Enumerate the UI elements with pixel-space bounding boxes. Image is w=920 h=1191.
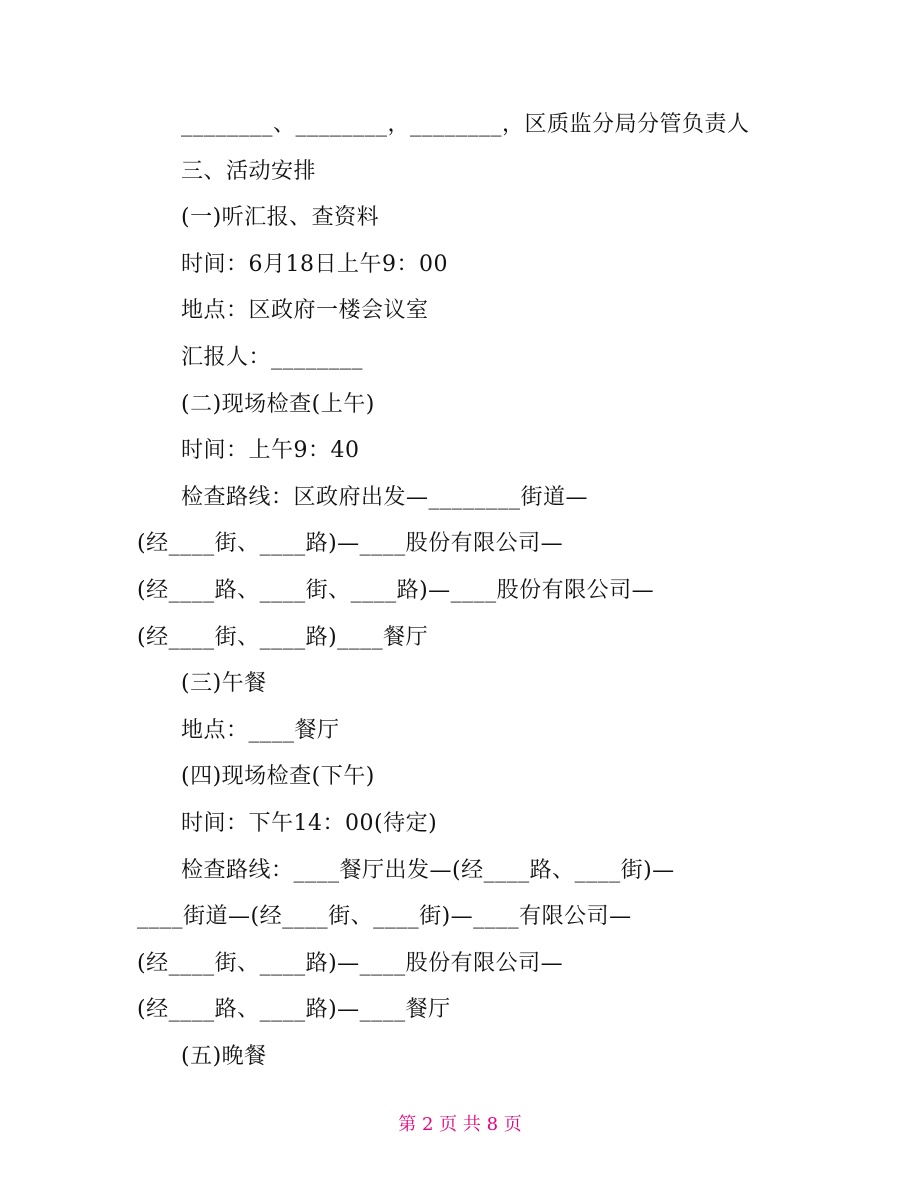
subheading-dinner: (五)晚餐 xyxy=(181,1044,267,1069)
afternoon-route-continued-1: ____街道—(经____街、____街)—____有限公司— xyxy=(137,904,632,929)
morning-time: 时间：上午9：40 xyxy=(181,438,360,463)
afternoon-route-continued-3: (经____路、____路)—____餐厅 xyxy=(137,997,451,1022)
participants-line: ________、________，________，区质监分局分管负责人 xyxy=(181,112,750,137)
briefing-reporter: 汇报人：________ xyxy=(181,345,364,370)
section-heading-activities: 三、活动安排 xyxy=(181,159,317,184)
morning-route-continued-1: (经____街、____路)—____股份有限公司— xyxy=(137,531,564,556)
page-number-footer: 第 2 页 共 8 页 xyxy=(398,1114,522,1135)
morning-route: 检查路线：区政府出发—________街道— xyxy=(181,485,589,510)
lunch-location: 地点：____餐厅 xyxy=(181,718,340,743)
subheading-afternoon-inspection: (四)现场检查(下午) xyxy=(181,764,375,789)
afternoon-time: 时间：下午14：00(待定) xyxy=(181,811,438,836)
morning-route-continued-3: (经____街、____路)____餐厅 xyxy=(137,625,429,650)
afternoon-route: 检查路线：____餐厅出发—(经____路、____街)— xyxy=(181,858,675,883)
subheading-briefing: (一)听汇报、查资料 xyxy=(181,205,380,230)
briefing-time: 时间：6月18日上午9：00 xyxy=(181,252,448,277)
briefing-location: 地点：区政府一楼会议室 xyxy=(181,298,429,323)
afternoon-route-continued-2: (经____街、____路)—____股份有限公司— xyxy=(137,951,564,976)
subheading-lunch: (三)午餐 xyxy=(181,671,267,696)
subheading-morning-inspection: (二)现场检查(上午) xyxy=(181,392,375,417)
morning-route-continued-2: (经____路、____街、____路)—____股份有限公司— xyxy=(137,578,655,603)
